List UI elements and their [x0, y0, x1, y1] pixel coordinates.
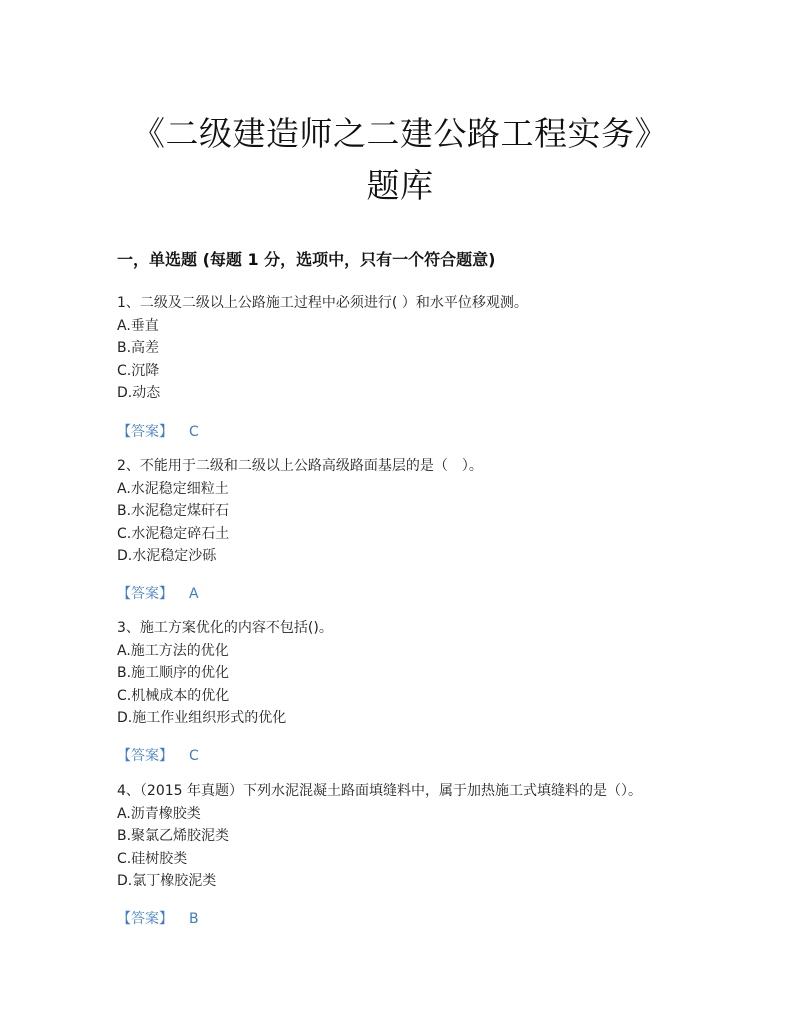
- option-d: D.动态: [117, 385, 161, 401]
- document-title: 《二级建造师之二建公路工程实务》: [132, 114, 668, 153]
- document-title-subline: 题库: [366, 166, 434, 205]
- option-a: A.水泥稳定细粒土: [117, 480, 229, 497]
- option-b: B.施工顺序的优化: [117, 665, 230, 681]
- question-stem: 3、施工方案优化的内容不包括()。: [117, 620, 333, 636]
- option-c: C.沉降: [117, 362, 160, 379]
- question-stem: 1、二级及二级以上公路施工过程中必须进行( ）和水平位移观测。: [117, 295, 528, 311]
- answer-value: A: [189, 586, 199, 602]
- option-c: C.水泥稳定碎石土: [117, 525, 230, 542]
- answer-label: 【答案】: [117, 424, 173, 440]
- answer-value: B: [189, 911, 199, 927]
- question-1: [117, 292, 528, 405]
- option-c: C.机械成本的优化: [117, 687, 230, 704]
- option-b: B.水泥稳定煤矸石: [117, 503, 230, 519]
- option-b: B.高差: [117, 340, 160, 356]
- option-a: A.沥青橡胶类: [117, 805, 201, 822]
- answer-label: 【答案】: [117, 586, 173, 602]
- option-a: A.垂直: [117, 317, 159, 334]
- option-a: A.施工方法的优化: [117, 642, 229, 659]
- answer-3: [117, 745, 199, 765]
- option-c: C.硅树胶类: [117, 850, 188, 867]
- section-heading: 一，单选题 (每题 1 分，选项中，只有一个符合题意): [117, 250, 496, 269]
- answer-label: 【答案】: [117, 911, 173, 927]
- question-3: [117, 617, 333, 730]
- answer-4: [117, 908, 199, 928]
- question-stem: 4、（2015 年真题）下列水泥混凝土路面填缝料中，属于加热施工式填缝料的是（）。: [117, 783, 642, 799]
- question-stem: 2、不能用于二级和二级以上公路高级路面基层的是（ ）。: [117, 458, 483, 474]
- option-d: D.水泥稳定沙砾: [117, 548, 217, 564]
- option-d: D.氯丁橡胶泥类: [117, 873, 217, 889]
- question-2: [117, 455, 483, 568]
- option-b: B.聚氯乙烯胶泥类: [117, 828, 230, 844]
- answer-value: C: [189, 424, 199, 440]
- answer-1: [117, 421, 199, 441]
- answer-2: [117, 583, 199, 603]
- question-4: [117, 780, 642, 893]
- answer-label: 【答案】: [117, 748, 173, 764]
- answer-value: C: [189, 748, 199, 764]
- option-d: D.施工作业组织形式的优化: [117, 710, 287, 726]
